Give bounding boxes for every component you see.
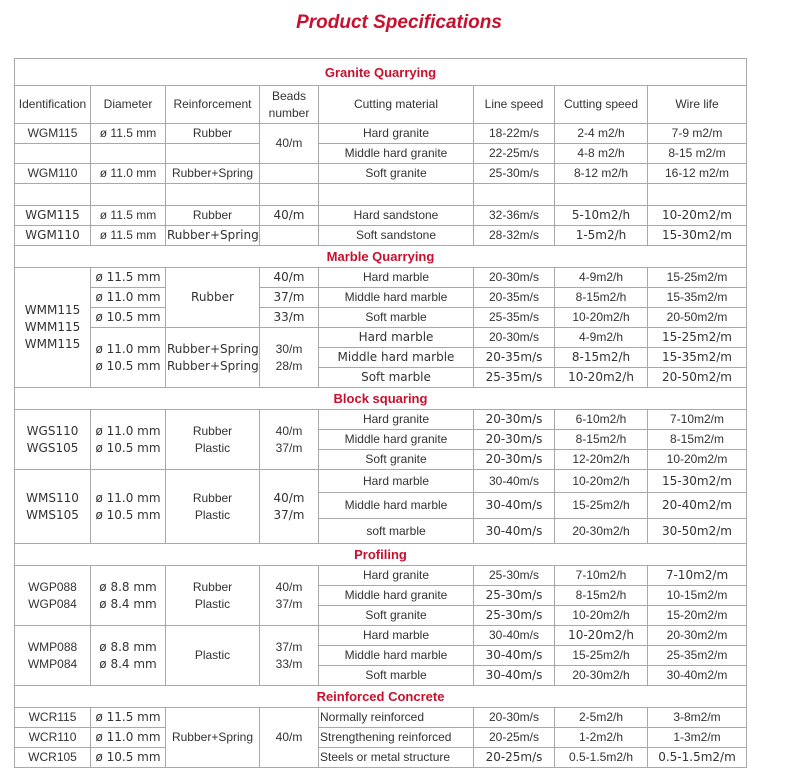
cell-line-speed: 20-30m/s	[474, 430, 555, 450]
cell-reinforcement: Rubber	[166, 268, 260, 328]
cell-material: Middle hard marble	[319, 348, 474, 368]
cell-wire-life: 7-10m2/m	[648, 566, 747, 586]
cell-line-speed: 25-35m/s	[474, 368, 555, 388]
diameter-line: ø 10.5 mm	[95, 358, 161, 373]
cell-wire-life: 15-30m2/m	[648, 226, 747, 246]
table-row	[15, 410, 747, 430]
cell-diameter: ø 11.5 mm	[91, 124, 166, 144]
cell-beads: 37/m	[260, 288, 319, 308]
cell-cutting-speed: 10-20m2/h	[555, 626, 648, 646]
cell-cutting-speed: 12-20m2/h	[555, 450, 648, 470]
cell-beads-group	[260, 470, 319, 544]
section-title-concrete: Reinforced Concrete	[15, 686, 747, 708]
beads-line: 33/m	[275, 656, 303, 671]
beads-line: 40/m	[273, 490, 305, 505]
cell-diameter: ø 11.0 mm	[91, 164, 166, 184]
cell-line-speed: 30-40m/s	[474, 626, 555, 646]
cell-cutting-speed: 6-10m2/h	[555, 410, 648, 430]
cell-diameter: ø 11.5 mm	[91, 206, 166, 226]
beads-line: 37/m	[275, 639, 303, 654]
header-identification: Identification	[15, 86, 91, 124]
cell-material: soft marble	[319, 519, 474, 544]
table-row	[15, 164, 747, 184]
cell-wire-life: 7-9 m2/m	[648, 124, 747, 144]
cell-wire-life: 20-50m2/m	[648, 368, 747, 388]
cell-beads	[260, 226, 319, 246]
cell-line-speed: 20-25m/s	[474, 748, 555, 768]
beads-line: 37/m	[273, 507, 305, 522]
cell-wire-life: 3-8m2/m	[648, 708, 747, 728]
id-line: WGP084	[28, 596, 77, 611]
table-row	[15, 470, 747, 493]
cell-material: Middle hard granite	[319, 430, 474, 450]
table-row	[15, 708, 747, 728]
cell-cutting-speed: 20-30m2/h	[555, 519, 648, 544]
cell-material: Normally reinforced	[319, 708, 474, 728]
id-line: WGS105	[26, 440, 79, 455]
cell-diameter: ø 11.0 mm	[91, 728, 166, 748]
cell-reinforcement: Rubber+Spring	[166, 708, 260, 768]
cell-cutting-speed: 15-25m2/h	[555, 493, 648, 519]
cell-material: Hard granite	[319, 566, 474, 586]
cell-id: WGM115	[15, 124, 91, 144]
cell-material: Hard marble	[319, 626, 474, 646]
cell-material: Hard marble	[319, 470, 474, 493]
cell-diameter: ø 11.5 mm	[91, 226, 166, 246]
cell-line-speed: 30-40m/s	[474, 646, 555, 666]
cell-line-speed: 20-30m/s	[474, 708, 555, 728]
header-diameter: Diameter	[91, 86, 166, 124]
cell-wire-life: 15-25m2/m	[648, 268, 747, 288]
cell-cutting-speed: 7-10m2/h	[555, 566, 648, 586]
table-row	[15, 308, 747, 328]
id-line: WMP088	[27, 639, 78, 654]
cell-cutting-speed: 1-2m2/h	[555, 728, 648, 748]
cell-beads: 33/m	[260, 308, 319, 328]
cell-cutting-speed: 2-4 m2/h	[555, 124, 648, 144]
cell-diameter: ø 11.5 mm	[91, 708, 166, 728]
cell-line-speed: 20-25m/s	[474, 728, 555, 748]
cell-reinforcement: Plastic	[166, 626, 260, 686]
cell-cutting-speed: 2-5m2/h	[555, 708, 648, 728]
cell-beads: 40/m	[260, 268, 319, 288]
cell-cutting-speed: 10-20m2/h	[555, 606, 648, 626]
beads-line: 37/m	[275, 440, 303, 455]
cell-material: Soft granite	[319, 606, 474, 626]
cell-diameter-group	[91, 626, 166, 686]
reinforcement-line: Rubber	[192, 490, 233, 505]
header-beads-number: Beads number	[260, 86, 319, 124]
cell-material: Hard granite	[319, 410, 474, 430]
cell-wire-life: 15-35m2/m	[648, 348, 747, 368]
cell-line-speed: 32-36m/s	[474, 206, 555, 226]
cell-beads	[260, 164, 319, 184]
cell-wire-life: 20-30m2/m	[648, 626, 747, 646]
cell-diameter: ø 11.5 mm	[91, 268, 166, 288]
cell-wire-life: 15-25m2/m	[648, 328, 747, 348]
table-row	[15, 748, 747, 768]
id-line: WMS110	[26, 490, 79, 505]
diameter-line: ø 10.5 mm	[95, 440, 161, 455]
reinforcement-line: Rubber	[192, 579, 233, 594]
cell-id-group	[15, 566, 91, 626]
cell-id-group	[15, 268, 91, 388]
table-row	[15, 328, 747, 348]
cell-line-speed: 25-30m/s	[474, 566, 555, 586]
cell-line-speed: 20-35m/s	[474, 348, 555, 368]
table-row	[15, 728, 747, 748]
cell-beads-group	[260, 328, 319, 388]
diameter-line: ø 11.0 mm	[95, 490, 161, 505]
cell-id: WGM110	[15, 164, 91, 184]
cell-material: Middle hard marble	[319, 288, 474, 308]
cell-diameter: ø 11.0 mm	[91, 288, 166, 308]
cell-line-speed: 22-25m/s	[474, 144, 555, 164]
cell-id: WCR105	[15, 748, 91, 768]
header-cutting-speed: Cutting speed	[555, 86, 648, 124]
cell-line-speed: 18-22m/s	[474, 124, 555, 144]
cell-reinforcement-group	[166, 566, 260, 626]
cell-material: Soft granite	[319, 450, 474, 470]
cell-material: Hard granite	[319, 124, 474, 144]
reinforcement-line: Rubber+Spring	[167, 358, 259, 373]
cell-reinforcement: Rubber+Spring	[166, 226, 260, 246]
cell-wire-life: 8-15m2/m	[648, 430, 747, 450]
cell-line-speed: 20-35m/s	[474, 288, 555, 308]
cell-wire-life: 20-40m2/m	[648, 493, 747, 519]
cell-line-speed: 20-30m/s	[474, 328, 555, 348]
cell-wire-life: 16-12 m2/m	[648, 164, 747, 184]
cell-cutting-speed: 10-20m2/h	[555, 368, 648, 388]
cell-wire-life: 25-35m2/m	[648, 646, 747, 666]
diameter-line: ø 8.8 mm	[99, 579, 157, 594]
cell-material: Middle hard marble	[319, 493, 474, 519]
cell-cutting-speed: 8-15m2/h	[555, 586, 648, 606]
cell-wire-life: 7-10m2/m	[648, 410, 747, 430]
section-title-granite: Granite Quarrying	[15, 59, 747, 86]
table-row	[15, 288, 747, 308]
cell-wire-life: 30-50m2/m	[648, 519, 747, 544]
id-line: WMP084	[27, 656, 78, 671]
cell-line-speed: 25-30m/s	[474, 586, 555, 606]
cell-wire-life: 15-35m2/m	[648, 288, 747, 308]
cell-wire-life: 30-40m2/m	[648, 666, 747, 686]
diameter-line: ø 8.4 mm	[99, 656, 157, 671]
cell-reinforcement: Rubber+Spring	[166, 164, 260, 184]
cell-material: Steels or metal structure	[319, 748, 474, 768]
cell-beads: 40/m	[260, 708, 319, 768]
cell-reinforcement: Rubber	[166, 206, 260, 226]
cell-material: Soft sandstone	[319, 226, 474, 246]
cell-line-speed: 30-40m/s	[474, 666, 555, 686]
cell-id: WGM115	[15, 206, 91, 226]
cell-diameter-group	[91, 328, 166, 388]
cell-id: WCR110	[15, 728, 91, 748]
page-title: Product Specifications	[296, 12, 502, 33]
cell-cutting-speed: 1-5m2/h	[555, 226, 648, 246]
reinforcement-line: Plastic	[194, 596, 231, 611]
cell-material: Middle hard marble	[319, 646, 474, 666]
cell-wire-life: 10-20m2/m	[648, 450, 747, 470]
cell-beads-group	[260, 566, 319, 626]
table-row	[15, 626, 747, 646]
cell-id: WGM110	[15, 226, 91, 246]
cell-line-speed: 30-40m/s	[474, 493, 555, 519]
cell-cutting-speed: 10-20m2/h	[555, 308, 648, 328]
cell-material: Soft marble	[319, 368, 474, 388]
header-line-speed: Line speed	[474, 86, 555, 124]
cell-line-speed: 20-30m/s	[474, 410, 555, 430]
diameter-line: ø 8.4 mm	[99, 596, 157, 611]
spec-table	[14, 58, 747, 768]
cell-cutting-speed: 8-12 m2/h	[555, 164, 648, 184]
cell-beads-group	[260, 410, 319, 470]
cell-id-group	[15, 410, 91, 470]
cell-line-speed: 20-30m/s	[474, 268, 555, 288]
cell-material: Middle hard granite	[319, 586, 474, 606]
beads-line: 40/m	[275, 579, 303, 594]
reinforcement-line: Plastic	[194, 507, 231, 522]
cell-cutting-speed: 8-15m2/h	[555, 348, 648, 368]
table-row	[15, 268, 747, 288]
cell-line-speed: 25-30m/s	[474, 606, 555, 626]
cell-cutting-speed: 20-30m2/h	[555, 666, 648, 686]
id-line: WMM115	[24, 303, 81, 317]
cell-cutting-speed: 8-15m2/h	[555, 430, 648, 450]
cell-id	[15, 144, 91, 164]
cell-line-speed: 30-40m/s	[474, 470, 555, 493]
cell-wire-life: 15-30m2/m	[648, 470, 747, 493]
cell-material: Soft marble	[319, 308, 474, 328]
reinforcement-line: Rubber	[192, 423, 233, 438]
reinforcement-line: Rubber+Spring	[167, 341, 259, 356]
beads-line: 37/m	[275, 596, 303, 611]
cell-cutting-speed: 5-10m2/h	[555, 206, 648, 226]
section-title-marble: Marble Quarrying	[15, 246, 747, 268]
header-row	[15, 86, 747, 124]
cell-reinforcement	[166, 144, 260, 164]
header-wire-life: Wire life	[648, 86, 747, 124]
cell-cutting-speed: 8-15m2/h	[555, 288, 648, 308]
table-row	[15, 566, 747, 586]
cell-id: WCR115	[15, 708, 91, 728]
cell-wire-life: 20-50m2/m	[648, 308, 747, 328]
cell-diameter: ø 10.5 mm	[91, 748, 166, 768]
cell-cutting-speed: 4-8 m2/h	[555, 144, 648, 164]
cell-diameter-group	[91, 470, 166, 544]
cell-wire-life: 10-15m2/m	[648, 586, 747, 606]
beads-line: 28/m	[275, 358, 303, 373]
id-line: WGS110	[26, 423, 79, 438]
header-cutting-material: Cutting material	[319, 86, 474, 124]
cell-material: Middle hard granite	[319, 144, 474, 164]
cell-cutting-speed: 4-9m2/h	[555, 268, 648, 288]
cell-diameter: ø 10.5 mm	[91, 308, 166, 328]
cell-wire-life: 10-20m2/m	[648, 206, 747, 226]
table-row	[15, 124, 747, 144]
id-line: WGP088	[28, 579, 77, 594]
cell-material: Hard marble	[319, 328, 474, 348]
cell-reinforcement-group	[166, 328, 260, 388]
diameter-line: ø 11.0 mm	[95, 341, 161, 356]
header-reinforcement: Reinforcement	[166, 86, 260, 124]
cell-material: Hard marble	[319, 268, 474, 288]
cell-beads-group	[260, 626, 319, 686]
cell-wire-life: 8-15 m2/m	[648, 144, 747, 164]
diameter-line: ø 10.5 mm	[95, 507, 161, 522]
cell-cutting-speed: 10-20m2/h	[555, 470, 648, 493]
diameter-line: ø 8.8 mm	[99, 639, 157, 654]
cell-wire-life: 1-3m2/m	[648, 728, 747, 748]
cell-cutting-speed: 4-9m2/h	[555, 328, 648, 348]
spacer-row	[15, 184, 747, 206]
diameter-line: ø 11.0 mm	[95, 423, 161, 438]
section-title-block: Block squaring	[15, 388, 747, 410]
cell-beads: 40/m	[260, 124, 319, 164]
cell-beads: 40/m	[260, 206, 319, 226]
table-row	[15, 226, 747, 246]
id-line: WMM115	[24, 320, 81, 334]
cell-cutting-speed: 15-25m2/h	[555, 646, 648, 666]
cell-reinforcement-group	[166, 410, 260, 470]
cell-line-speed: 30-40m/s	[474, 519, 555, 544]
cell-material: Soft marble	[319, 666, 474, 686]
cell-diameter	[91, 144, 166, 164]
reinforcement-line: Plastic	[194, 440, 231, 455]
cell-material: Hard sandstone	[319, 206, 474, 226]
cell-reinforcement-group	[166, 470, 260, 544]
cell-line-speed: 20-30m/s	[474, 450, 555, 470]
cell-material: Strengthening reinforced	[319, 728, 474, 748]
cell-cutting-speed: 0.5-1.5m2/h	[555, 748, 648, 768]
beads-line: 40/m	[275, 423, 303, 438]
id-line: WMM115	[24, 337, 81, 351]
cell-diameter-group	[91, 410, 166, 470]
id-line: WMS105	[26, 507, 79, 522]
table-row	[15, 206, 747, 226]
cell-line-speed: 28-32m/s	[474, 226, 555, 246]
cell-wire-life: 15-20m2/m	[648, 606, 747, 626]
cell-line-speed: 25-30m/s	[474, 164, 555, 184]
cell-material: Soft granite	[319, 164, 474, 184]
cell-diameter-group	[91, 566, 166, 626]
cell-id-group	[15, 626, 91, 686]
cell-line-speed: 25-35m/s	[474, 308, 555, 328]
cell-wire-life: 0.5-1.5m2/m	[648, 748, 747, 768]
table-row	[15, 144, 747, 164]
cell-reinforcement: Rubber	[166, 124, 260, 144]
section-title-profiling: Profiling	[15, 544, 747, 566]
beads-line: 30/m	[275, 341, 303, 356]
cell-id-group	[15, 470, 91, 544]
